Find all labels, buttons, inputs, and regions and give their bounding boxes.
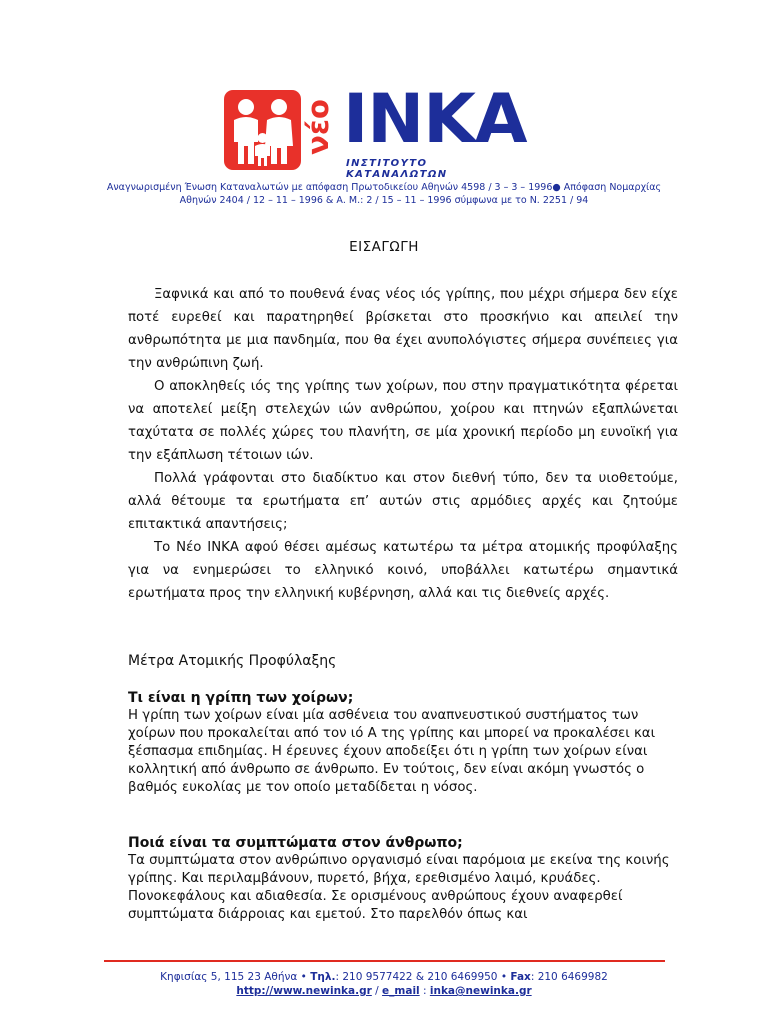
faq-question: Ποιά είναι τα συμπτώματα στον άνθρωπο; [128, 835, 463, 851]
email-label: e_mail [382, 985, 420, 997]
footer-fax-label: Fax [510, 971, 531, 983]
intro-body [128, 283, 678, 605]
footer-contact-line [0, 970, 768, 984]
logo-subtitle: ΙΝΣΤΙΤΟΥΤΟ ΚΑΤΑΝΑΛΩΤΩΝ [346, 158, 448, 180]
faq-item [128, 689, 688, 797]
logo-inka-text: ΙΝΚΑ [343, 80, 527, 159]
faq-question: Τι είναι η γρίπη των χοίρων; [128, 690, 354, 706]
faq-item [128, 834, 688, 924]
intro-paragraph: Πολλά γράφονται στο διαδίκτυο και στον διεθνή τύπο, δεν τα υιοθετούμε, αλλά θέτουμε τα ερωτήματα επ’ αυτών στις αρμόδιες αρχές και ζητούμε επιτακτικά απαντήσεις; [128, 471, 678, 532]
intro-paragraph: Το Νέο ΙΝΚΑ αφού θέσει αμέσως κατωτέρω τα μέτρα ατομικής προφύλαξης για να ενημερώσει το ελληνικό κοινό, υποβάλλει κατωτέρω σημαντικά ερωτήματα προς την ελληνική κυβέρνηση, αλλά και τις διεθνείς αρχές. [128, 540, 678, 601]
footer-address: Κηφισίας 5, 115 23 Αθήνα [160, 971, 298, 983]
faq-answer: Η γρίπη των χοίρων είναι μία ασθένεια του αναπνευστικού συστήματος των χοίρων που προκαλείται από τον ιό Α της γρίπης και μπορεί να προκαλέσει και ξέσπασμα επιδημίας. Η έρευνες έχουν αποδείξει ότι η γρίπη των χοίρων είναι κολλητική από άνθρωπο σε άνθρωπο. Εν τούτοις, δεν είναι ακόμη γνωστός ο βαθμός ευκολίας με τον οποίο μεταδίδεται η νόσος. [128, 708, 656, 795]
faq-answer: Τα συμπτώματα στον ανθρώπινο οργανισμό είναι παρόμοια με εκείνα της κοινής γρίπης. Και περιλαμβάνουν, πυρετό, βήχα, ερεθισμένο λαιμό, κρυάδες. Πονοκεφάλους και αδιαθεσία. Σε ορισμένους ανθρώπους έχουν αναφερθεί συμπτώματα διάρροιας και εμετού. Στο παρελθόν όπως και [128, 853, 670, 922]
document-title: ΕΙΣΑΓΩΓΗ [349, 239, 419, 255]
footer-bullet: • [500, 971, 508, 983]
footer-web-line: http://www.newinka.gr / e_mail : inka@newinka.gr [236, 985, 532, 997]
intro-paragraph: Ξαφνικά και από το πουθενά ένας νέος ιός γρίπης, που μέχρι σήμερα δεν είχε ποτέ ευρεθεί και παρατηρηθεί βρίσκεται στο προσκήνιο και απειλεί την ανθρωπότητα με μια πανδημία, που θα έχει ανυπολόγιστες σήμερα συνέπειες για την ανθρώπινη ζωή. [128, 287, 678, 371]
section-block [128, 652, 688, 670]
email-link[interactable]: inka@newinka.gr [429, 985, 532, 997]
registration-text: Αναγνωρισμένη Ένωση Καταναλωτών με απόφαση Πρωτοδικείου Αθηνών 4598 / 3 – 3 – 1996● Απόφαση Νομαρχίας Αθηνών 2404 / 12 – 11 – 1996 & Α. Μ.: 2 / 15 – 11 – 1996 σύμφωνα με το Ν. 2251 / 94 [106, 182, 662, 206]
footer [0, 970, 768, 998]
footer-divider [104, 960, 665, 962]
logo-neo-text: νέο [301, 99, 335, 155]
website-link[interactable]: http://www.newinka.gr [236, 985, 372, 997]
footer-tel: : 210 9577422 & 210 6469950 [335, 971, 498, 983]
intro-paragraph: Ο αποκληθείς ιός της γρίπης των χοίρων, που στην πραγματικότητα φέρεται να αποτελεί μείξη στελεχών ιών ανθρώπου, χοίρου και πτηνών εξαπλώνεται ταχύτατα σε πολλές χώρες του πλανήτη, σε μία χρονική περίοδο μη ευνοϊκή για την εξάπλωση τέτοιων ιών. [128, 379, 678, 463]
footer-bullet: • [300, 971, 307, 983]
footer-tel-label: Τηλ. [310, 971, 336, 983]
section-heading: Μέτρα Ατομικής Προφύλαξης [128, 653, 337, 669]
footer-fax: : 210 6469982 [530, 971, 608, 983]
family-logo-icon [224, 90, 301, 170]
inka-logo [224, 80, 527, 180]
footer-sep: / [375, 985, 379, 997]
